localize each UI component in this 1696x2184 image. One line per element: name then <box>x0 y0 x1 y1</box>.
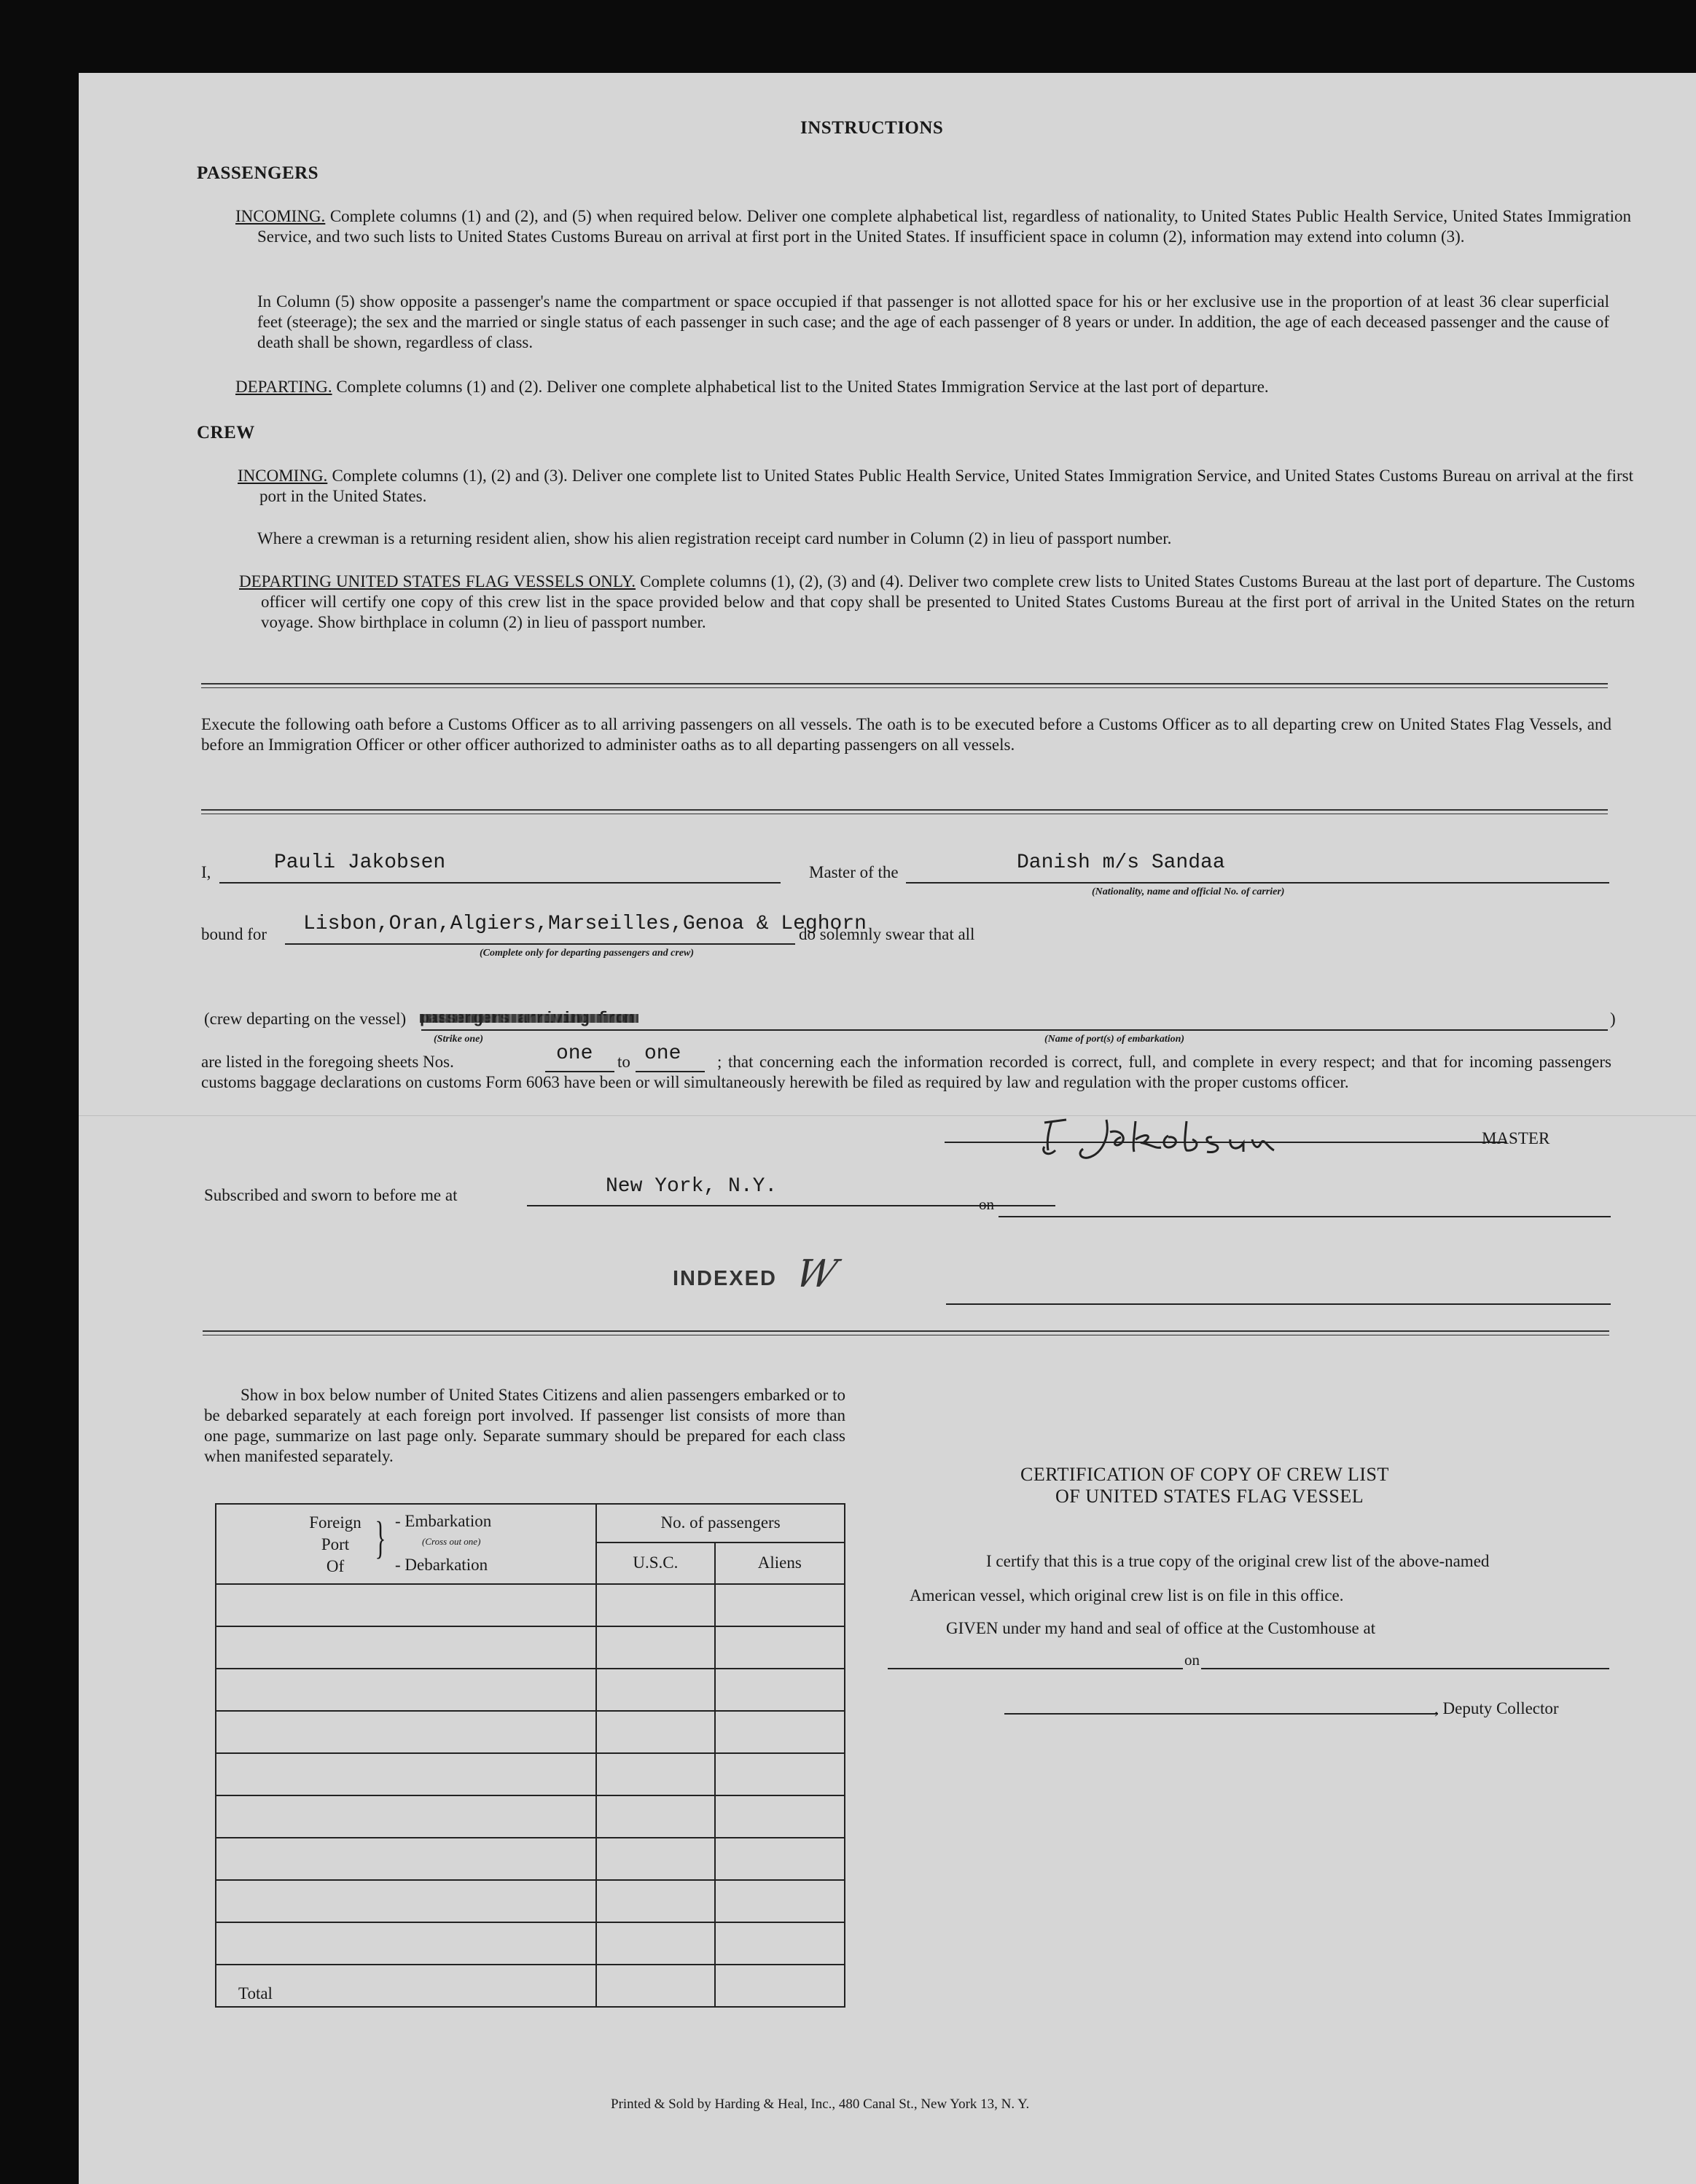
passengers-incoming-text: Complete columns (1) and (2), and (5) when required below. Deliver one complete alphabetical list, regardless of nationality, to United States Public Health Service, United States Immigration Service, and two such lists to United States Customs Bureau on arrival at first port in the United States. If insufficient space in column (2), information may extend into column (3). <box>257 207 1632 246</box>
vessel-caption: (Nationality, name and official No. of carrier) <box>1092 886 1285 897</box>
port-cell[interactable] <box>216 1880 596 1922</box>
port-label: Port <box>321 1535 350 1553</box>
passengers-column5-paragraph: In Column (5) show opposite a passenger's name the compartment or space occupied if that passenger is not allotted space for his or her exclusive use in the proportion of at least 36 clear superficial feet (steerage); the sex and the married or single status of each passenger in such case; and the age of each passenger of 8 years or under. In addition, the age of each deceased passenger and the cause of death shall be shown, regardless of class. <box>257 292 1609 351</box>
aliens-cell[interactable] <box>715 1584 845 1626</box>
customhouse-line <box>888 1668 1609 1669</box>
aliens-cell[interactable] <box>715 1626 845 1669</box>
port-cell[interactable] <box>216 1753 596 1795</box>
table-row <box>216 1669 845 1711</box>
aliens-header: Aliens <box>715 1543 845 1584</box>
port-cell[interactable] <box>216 1922 596 1965</box>
crew-heading: CREW <box>197 423 255 442</box>
port-cell[interactable] <box>216 1795 596 1838</box>
indexed-stamp: INDEXED <box>673 1267 777 1290</box>
deputy-collector-line <box>1004 1713 1438 1715</box>
strike-overtype-mark <box>420 1014 638 1023</box>
divider-rule <box>203 1330 1609 1332</box>
aliens-total-cell[interactable] <box>715 1965 845 2007</box>
subscribed-label: Subscribed and sworn to before me at <box>204 1186 458 1204</box>
crew-departing-text: Complete columns (1), (2), (3) and (4). Deliver two complete crew lists to United States Customs Bureau at the last port of departure. The Customs officer will certify one copy of this crew list in the space provided below and that copy shall be presented to United States Customs Bureau at the first port of arrival in the United States on the return voyage. Show birthplace in column (2) in lieu of passport number. <box>261 572 1636 631</box>
master-signature <box>1026 1107 1405 1165</box>
master-of-label: Master of the <box>809 863 899 881</box>
form-sheet <box>79 73 1696 2184</box>
passengers-incoming-paragraph <box>235 206 1631 247</box>
vessel-line <box>906 882 1609 884</box>
usc-cell[interactable] <box>596 1711 714 1753</box>
fold-crease <box>79 1115 1696 1116</box>
certification-on-label: on <box>1184 1651 1200 1669</box>
master-name: Pauli Jakobsen <box>274 851 446 874</box>
certification-text-1: I certify that this is a true copy of the original crew list of the above-named <box>986 1552 1490 1570</box>
certification-title-2: OF UNITED STATES FLAG VESSEL <box>1055 1486 1364 1507</box>
struck-text-box <box>420 1010 638 1029</box>
usc-cell[interactable] <box>596 1669 714 1711</box>
to-label: to <box>617 1053 630 1071</box>
port-cell[interactable] <box>216 1669 596 1711</box>
passenger-summary-table <box>215 1503 845 2008</box>
sworn-date-line <box>999 1216 1611 1217</box>
usc-cell[interactable] <box>596 1795 714 1838</box>
bound-for-ports: Lisbon,Oran,Algiers,Marseilles,Genoa & Leghorn <box>303 913 867 935</box>
crew-departing-vessel-label: (crew departing on the vessel) <box>204 1010 407 1028</box>
closing-paren: ) <box>1610 1010 1616 1028</box>
crew-resident-paragraph: Where a crewman is a returning resident alien, show his alien registration receipt card number in Column (2) in lieu of passport number. <box>257 529 1172 547</box>
printer-footer: Printed & Sold by Harding & Heal, Inc., 480 Canal St., New York 13, N. Y. <box>611 2097 1030 2112</box>
port-cell[interactable] <box>216 1711 596 1753</box>
swear-text: do solemnly swear that all <box>799 925 975 943</box>
port-header-cell <box>216 1504 596 1584</box>
cross-out-caption: (Cross out one) <box>422 1536 481 1547</box>
certification-text-3: GIVEN under my hand and seal of office at the Customhouse at <box>946 1619 1376 1637</box>
master-label: MASTER <box>1482 1129 1550 1147</box>
sheet-from-value: one <box>556 1042 593 1065</box>
usc-cell[interactable] <box>596 1922 714 1965</box>
passengers-departing-paragraph <box>235 377 1609 397</box>
table-row <box>216 1711 845 1753</box>
table-row <box>216 1880 845 1922</box>
usc-cell[interactable] <box>596 1880 714 1922</box>
deputy-collector-label: , Deputy Collector <box>1434 1699 1559 1717</box>
aliens-cell[interactable] <box>715 1922 845 1965</box>
listed-text-continued: ; that concerning each the information recorded is correct, full, and complete in every respect; and that for incoming passengers customs baggage declarations on customs Form 6063 have been or will simultaneously herewith be filed as required by law and regulation with the proper customs officer. <box>201 1053 1611 1091</box>
port-cell[interactable] <box>216 1626 596 1669</box>
table-row <box>216 1753 845 1795</box>
usc-cell[interactable] <box>596 1584 714 1626</box>
total-row <box>216 1965 845 2007</box>
table-row <box>216 1626 845 1669</box>
table-row <box>216 1584 845 1626</box>
aliens-cell[interactable] <box>715 1711 845 1753</box>
sworn-place-line <box>527 1205 1055 1206</box>
aliens-cell[interactable] <box>715 1753 845 1795</box>
bound-caption: (Complete only for departing passengers and crew) <box>480 948 694 959</box>
bound-for-line <box>285 943 795 945</box>
divider-rule <box>201 683 1608 685</box>
ports-caption: (Name of port(s) of embarkation) <box>1044 1034 1185 1045</box>
oath-intro-paragraph: Execute the following oath before a Customs Officer as to all arriving passengers on all vessels. The oath is to be executed before a Customs Officer as to all departing crew on United States Flag Vessels, and before an Immigration Officer or other officer authorized to administer oaths as to all departing passengers on all vessels. <box>201 715 1611 754</box>
foreign-label: Foreign <box>309 1513 362 1532</box>
on-label: on <box>979 1196 994 1213</box>
indexed-handwritten-mark: W <box>790 1252 842 1296</box>
debarkation-label: - Debarkation <box>395 1556 488 1574</box>
total-label: Total <box>216 1965 596 2007</box>
usc-cell[interactable] <box>596 1753 714 1795</box>
embarkation-ports-line <box>421 1029 1608 1031</box>
port-cell[interactable] <box>216 1838 596 1880</box>
listed-text: are listed in the foregoing sheets Nos. <box>201 1053 454 1071</box>
aliens-cell[interactable] <box>715 1795 845 1838</box>
passengers-departing-text: Complete columns (1) and (2). Deliver one complete alphabetical list to the United States Immigration Service at the last port of departure. <box>336 378 1269 396</box>
master-name-line <box>219 882 781 884</box>
embarkation-label: - Embarkation <box>395 1512 492 1530</box>
aliens-cell[interactable] <box>715 1880 845 1922</box>
sworn-place: New York, N.Y. <box>606 1175 778 1198</box>
page-title: INSTRUCTIONS <box>800 118 944 138</box>
strike-caption: (Strike one) <box>434 1034 484 1045</box>
table-row <box>216 1922 845 1965</box>
blank-line <box>946 1303 1611 1305</box>
vessel-name: Danish m/s Sandaa <box>1017 851 1225 874</box>
table-row <box>216 1795 845 1838</box>
crew-incoming-text: Complete columns (1), (2) and (3). Deliver one complete list to United States Public Health Service, United States Immigration Service, and United States Customs Bureau on arrival at the first port in the United States. <box>259 467 1633 505</box>
sheet-to-value: one <box>644 1042 681 1065</box>
aliens-cell[interactable] <box>715 1838 845 1880</box>
crew-departing-label: DEPARTING UNITED STATES FLAG VESSELS ONLY. <box>239 572 636 590</box>
passengers-departing-label: DEPARTING. <box>235 378 332 396</box>
crew-incoming-paragraph <box>238 466 1633 507</box>
aliens-cell[interactable] <box>715 1669 845 1711</box>
of-label: Of <box>326 1557 345 1575</box>
usc-total-cell[interactable] <box>596 1965 714 2007</box>
divider-rule <box>201 687 1608 688</box>
summary-instructions: Show in box below number of United States Citizens and alien passengers embarked or to be debarked separately at each foreign port involved. If passenger list consists of more than one page, summarize on last page only. Separate summary should be prepared for each class when manifested separately. <box>204 1386 845 1465</box>
passengers-incoming-label: INCOMING. <box>235 207 326 225</box>
certification-text-2: American vessel, which original crew list is on file in this office. <box>910 1586 1344 1604</box>
usc-header: U.S.C. <box>596 1543 714 1584</box>
crew-incoming-label: INCOMING. <box>238 467 328 485</box>
divider-rule <box>201 809 1608 811</box>
crew-departing-paragraph <box>239 572 1635 633</box>
usc-cell[interactable] <box>596 1838 714 1880</box>
bound-for-label: bound for <box>201 925 267 943</box>
i-label: I, <box>201 863 211 881</box>
usc-cell[interactable] <box>596 1626 714 1669</box>
certification-title-1: CERTIFICATION OF COPY OF CREW LIST <box>1020 1464 1389 1485</box>
table-row <box>216 1838 845 1880</box>
port-cell[interactable] <box>216 1584 596 1626</box>
passengers-heading: PASSENGERS <box>197 163 319 183</box>
no-of-passengers-header: No. of passengers <box>596 1504 845 1543</box>
brace-icon: } <box>375 1513 386 1563</box>
